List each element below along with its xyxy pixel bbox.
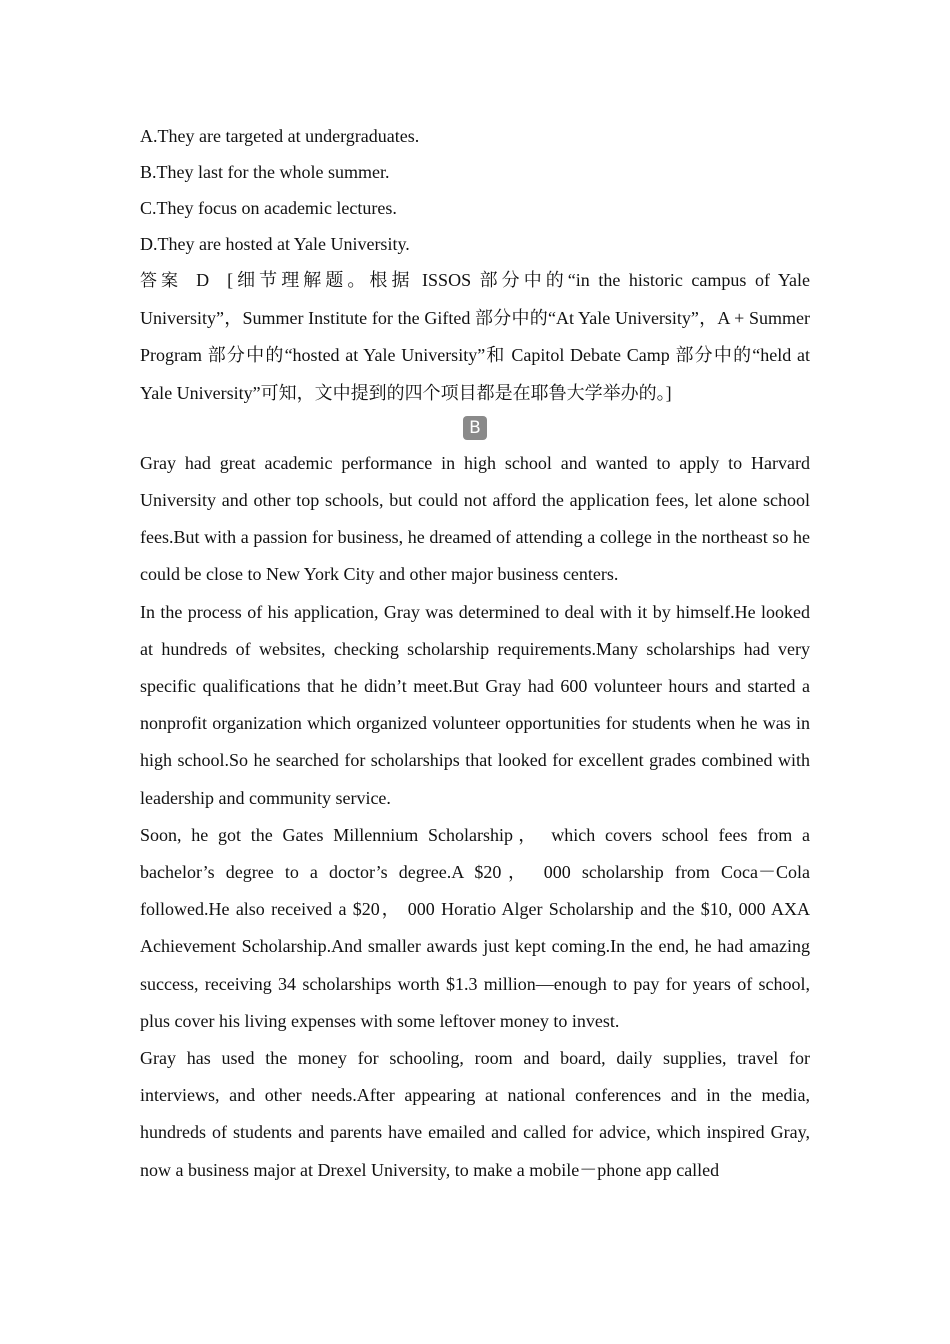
option-d: D.They are hosted at Yale University. bbox=[140, 234, 410, 254]
section-badge: B bbox=[463, 416, 487, 440]
answer-label: 答案 bbox=[140, 271, 183, 291]
option-c: C.They focus on academic lectures. bbox=[140, 198, 397, 218]
option-b: B.They last for the whole summer. bbox=[140, 162, 390, 182]
passage bbox=[140, 445, 810, 1189]
passage-paragraph: Gray had great academic performance in high school and wanted to apply to Harvard University and other top schools, but could not afford the application fees, let alone school fees.But with a passion for business, he dreamed of attending a college in the northeast so he could be close to New York City and other major business centers. bbox=[140, 452, 810, 585]
document-page bbox=[140, 118, 810, 1189]
question-options bbox=[140, 118, 810, 262]
answer-block bbox=[140, 262, 810, 412]
passage-paragraph: Soon, he got the Gates Millennium Scholarship， which covers school fees from a bachelor’s degree to a doctor’s degree.A $20， 000 scholarship from Coca－Cola followed.He also received a $20， 000 Horatio Alger Scholarship and the $10, 000 AXA Achievement Scholarship.And smaller awards just kept coming.In the end, he had amazing success, receiving 34 scholarships worth $1.3 million—enough to pay for years of school, plus cover his living expenses with some leftover money to invest. bbox=[140, 824, 810, 1031]
answer-explanation: [细节理解题。根据 ISSOS 部分中的“in the historic campus of Yale University”，Summer Institute for the Gifted 部分中的“At Yale University”，A + Summer Program 部分中的“hosted at Yale University”和 Capitol Debate Camp 部分中的“held at Yale University”可知，文中提到的四个项目都是在耶鲁大学举办的。] bbox=[140, 270, 810, 403]
answer-letter: D bbox=[196, 270, 210, 290]
passage-paragraph: Gray has used the money for schooling, room and board, daily supplies, travel for interviews, and other needs.After appearing at national conferences and in the media, hundreds of students and parents have emailed and called for advice, which inspired Gray, now a business major at Drexel University, to make a mobile－phone app called bbox=[140, 1048, 810, 1180]
passage-paragraph: In the process of his application, Gray was determined to deal with it by himself.He looked at hundreds of websites, checking scholarship requirements.Many scholarships had very specific qualifications that he didn’t meet.But Gray had 600 volunteer hours and started a nonprofit organization which organized volunteer opportunities for students when he was in high school.So he searched for scholarships that looked for excellent grades combined with leadership and community service. bbox=[140, 601, 810, 808]
option-a: A.They are targeted at undergraduates. bbox=[140, 126, 420, 146]
